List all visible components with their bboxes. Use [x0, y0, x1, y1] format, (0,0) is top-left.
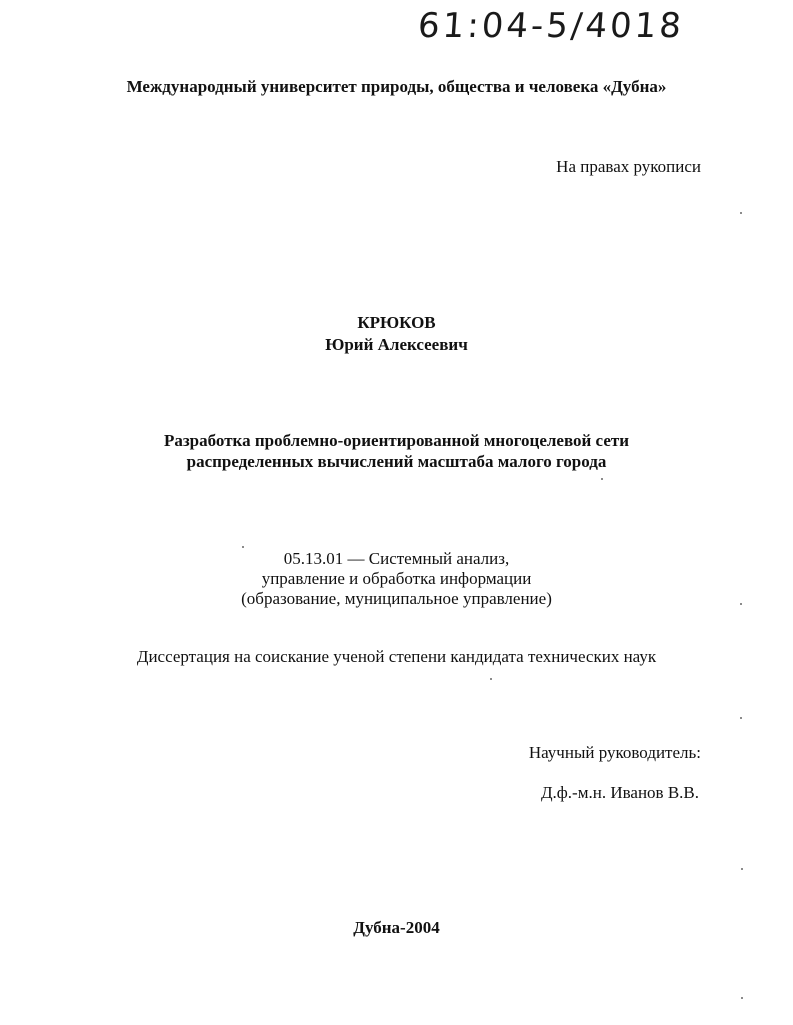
university-name: Международный университет природы, общества и человека «Дубна» — [126, 77, 667, 96]
supervisor-label: Научный руководитель: — [528, 743, 701, 762]
scan-speck — [741, 997, 743, 999]
specialty-line1: 05.13.01 — Системный анализ, — [283, 549, 510, 568]
degree-statement: Диссертация на соискание ученой степени кандидата технических наук — [136, 647, 657, 666]
place-year: Дубна-2004 — [353, 918, 440, 937]
scan-speck — [242, 546, 244, 548]
specialty-line3: (образование, муниципальное управление) — [241, 589, 552, 608]
supervisor-name: Д.ф.-м.н. Иванов В.В. — [540, 783, 699, 802]
dissertation-title-line1: Разработка проблемно-ориентированной многоцелевой сети — [163, 431, 630, 450]
scan-speck — [741, 868, 743, 870]
scan-speck — [740, 212, 742, 214]
archive-mark-handwritten: 61:04-5/4018 — [416, 6, 686, 46]
dissertation-title-line2: распределенных вычислений масштаба малого города — [186, 452, 607, 471]
scan-speck — [740, 603, 742, 605]
author-surname: КРЮКОВ — [357, 313, 436, 332]
scan-speck — [601, 478, 603, 480]
author-given-names: Юрий Алексеевич — [325, 335, 468, 354]
scan-speck — [490, 678, 492, 680]
scan-speck — [740, 717, 742, 719]
manuscript-rights: На правах рукописи — [556, 157, 701, 176]
specialty-line2: управление и обработка информации — [261, 569, 532, 588]
